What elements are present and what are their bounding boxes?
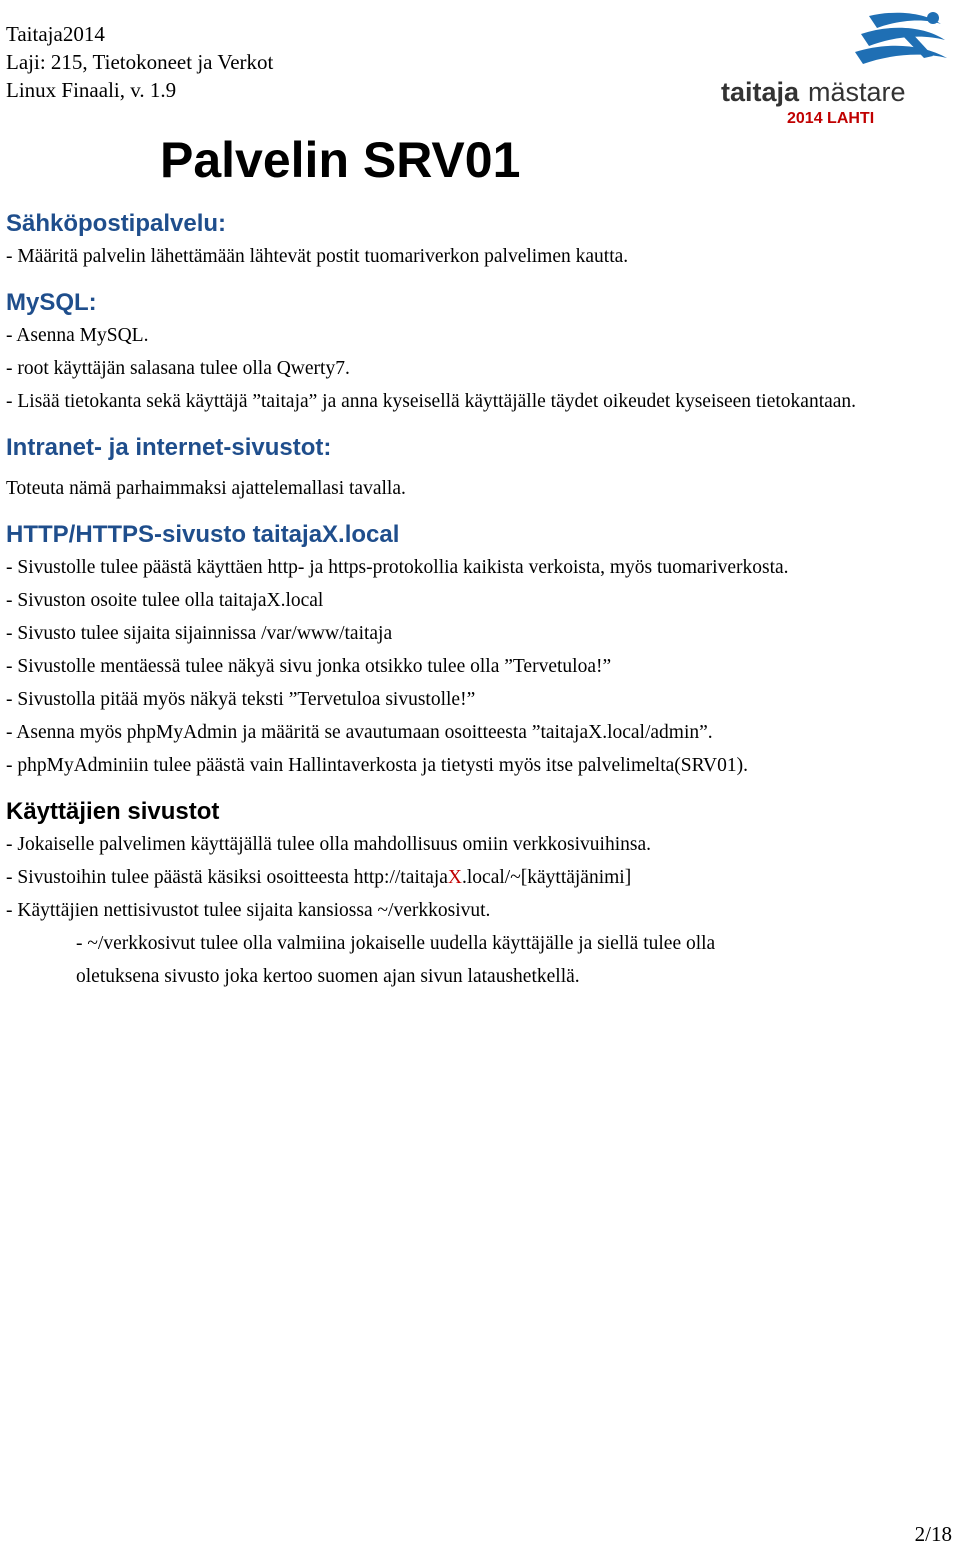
taitajamastare-logo [719, 6, 954, 131]
logo-swoosh [855, 12, 947, 64]
mysql-item: - root käyttäjän salasana tulee olla Qwerty7. [6, 358, 350, 379]
email-item: - Määritä palvelin lähettämään lähtevät postit tuomariverkon palvelimen kautta. [6, 246, 629, 267]
users-item: - Jokaiselle palvelimen käyttäjällä tulee olla mahdollisuus omiin verkkosivuihinsa. [6, 834, 651, 855]
http-item: - Sivustolle mentäessä tulee näkyä sivu jonka otsikko tulee olla ”Tervetuloa!” [6, 656, 612, 677]
meta-version: Linux Finaali, v. 1.9 [6, 78, 177, 102]
intranet-text: Toteuta nämä parhaimmaksi ajattelemallasi tavalla. [6, 478, 406, 499]
document-meta [6, 20, 273, 104]
logo-text-a: taitaja [721, 77, 800, 107]
users-subitem: - ~/verkkosivut tulee olla valmiina jokaiselle uudella käyttäjälle ja siellä tulee olla [76, 933, 716, 954]
users-url-prefix: - Sivustoihin tulee päästä käsiksi osoitteesta http://taitaja [6, 867, 448, 888]
users-url-suffix: .local/~[käyttäjänimi] [462, 867, 632, 888]
section-heading-users: Käyttäjien sivustot [6, 798, 220, 825]
http-item: - Asenna myös phpMyAdmin ja määritä se avautumaan osoitteesta ”taitajaX.local/admin”. [6, 722, 713, 743]
http-item: - Sivusto tulee sijaita sijainnissa /var/www/taitaja [6, 623, 393, 644]
meta-category: Laji: 215, Tietokoneet ja Verkot [6, 50, 274, 74]
section-heading-mysql: MySQL: [6, 289, 97, 316]
section-heading-http: HTTP/HTTPS-sivusto taitajaX.local [6, 521, 400, 548]
mysql-item: - Asenna MySQL. [6, 325, 149, 346]
users-item-url [6, 861, 956, 894]
meta-event: Taitaja2014 [6, 22, 105, 46]
http-item: - Sivuston osoite tulee olla taitajaX.local [6, 590, 324, 611]
http-item: - Sivustolle tulee päästä käyttäen http- ja https-protokollia kaikista verkoista, myös tuomariverkosta. [6, 557, 789, 578]
users-item: - Käyttäjien nettisivustot tulee sijaita kansiossa ~/verkkosivut. [6, 900, 491, 921]
http-item: - phpMyAdminiin tulee päästä vain Hallintaverkosta ja tietysti myös itse palvelimelta(SRV01). [6, 755, 748, 776]
page-number: 2/18 [914, 1522, 952, 1546]
page-title: Palvelin SRV01 [160, 132, 521, 188]
http-item: - Sivustolla pitää myös näkyä teksti ”Tervetuloa sivustolle!” [6, 689, 476, 710]
section-heading-intranet: Intranet- ja internet-sivustot: [6, 434, 332, 461]
logo-text-b: mästare [808, 77, 906, 107]
users-url-x: X [447, 867, 463, 888]
logo-text-c: 2014 LAHTI [787, 110, 875, 127]
section-heading-email: Sähköpostipalvelu: [6, 210, 227, 237]
users-subitem: oletuksena sivusto joka kertoo suomen ajan sivun lataushetkellä. [76, 966, 580, 987]
mysql-item: - Lisää tietokanta sekä käyttäjä ”taitaja” ja anna kyseisellä käyttäjälle täydet oikeudet kyseiseen tietokantaan. [6, 391, 857, 412]
document-body [6, 208, 956, 993]
